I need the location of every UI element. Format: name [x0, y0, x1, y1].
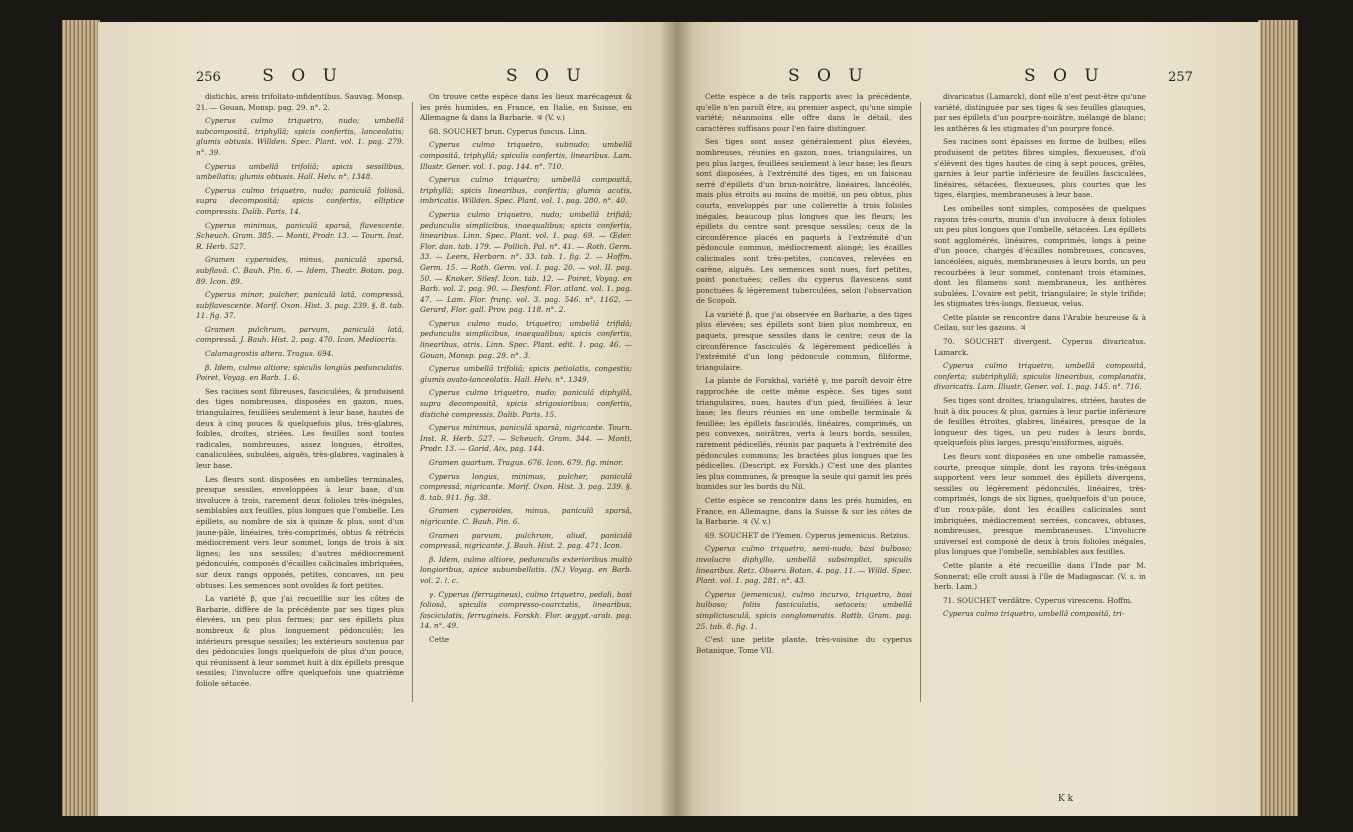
left-column-2: [420, 92, 632, 792]
paragraph: Ses tiges sont droites, triangulaires, striées, hautes de huit à dix pouces & plus, garnies à leur partie inférieure de feuilles étroites, glabres, linéaires, presque de la longueur des tiges, un peu rudes à leurs bords, quelquefois plus larges, presqu'ensiformes, aiguës.: [934, 396, 1146, 448]
paragraph: Cette espèce se rencontre dans les prés humides, en France, en Allemagne, dans la Suisse & sur les côtes de la Barbarie. ♃ (V. v.): [696, 495, 912, 527]
paragraph: Cyperus culmo nudo, triquetro; umbellâ trifidâ; pedunculis simplicibus, inaequalibus; spicis confertis, linearibus, atris. Linn. Spec. Plant. edit. 1. pag. 46. — Gouan, Monsp. pag. 29. n°. 3.: [420, 318, 632, 360]
paragraph: Cyperus umbellâ trifoliâ; spicis sessilibus, umbellatis; glumis obtusis. Hall. Helv. n°. 1348.: [196, 161, 404, 182]
left-header: [196, 66, 343, 88]
right-header: [1024, 66, 1193, 88]
paragraph: Cyperus culmo triquetro, umbellâ compositâ, tri-: [943, 609, 1125, 619]
paragraph: 70. SOUCHET divergent. Cyperus divaricatus. Lamarck.: [934, 337, 1146, 357]
gutter-shadow: [660, 22, 694, 816]
right-page-number: 257: [1168, 70, 1193, 85]
left-column-1: [196, 92, 404, 792]
paragraph: Gramen pulchrum, parvum, paniculâ latâ, compressâ. J. Bauh. Hist. 2. pag. 470. Icon. Mediocris.: [196, 324, 404, 345]
page-edges-right: [1258, 20, 1298, 816]
right-page: [676, 22, 1260, 816]
paragraph: Ses racines sont épaisses en forme de bulbes; elles produisent de petites fibres simples, flexueuses, d'où s'élèvent des tiges hautes de cinq à sept pouces, grêles, garnies à leur partie inférieure de feuilles fasciculées, linéaires, sétacées, flexueuses, plus courtes que les tiges, élargies, membraneuses à leur base.: [934, 137, 1146, 200]
paragraph: Cette plante se rencontre dans l'Arabie heureuse & à Ceilan, sur les gazons. ♃: [934, 312, 1146, 333]
signature-mark: K k: [1058, 794, 1074, 804]
paragraph: β. Idem, culmo altiore, pedunculis exterioribus multò longioribus, apice subumbellatis. (N.) Voyag. en Barb. vol. 2. l. c.: [420, 554, 632, 585]
paragraph: Cyperus minor, pulcher, paniculâ latâ, compressâ, subflavescente. Morif. Oxon. Hist. 3. pag. 239. §. 8. tab. 11. fig. 37.: [196, 290, 404, 321]
left-page: [98, 22, 678, 816]
right-header-word-b: S O U: [1024, 66, 1105, 86]
paragraph: Les ombelles sont simples, composées de quelques rayons très-courts, munis d'un involucre à deux folioles un peu plus longues que l'ombelle, sétacées. Les épillets sont agglomérés, linéaires, comprimés, longs à peine d'un pouce, chargés d'écailles nombreuses, concaves, lancéolées, aiguës, membraneuses à leurs bords, un peu recourbées à leur sommet, contenant trois étamines, dont les filamens sont membraneux, les anthères subulées. L'ovaire est petit, triangulaire; le style trifide; les stigmates très-longs, flexueux, velus.: [934, 203, 1146, 309]
paragraph: Cyperus culmo triquetro; umbellâ compositâ, triphyllâ; spicis linearibus, confertis; glumis acutis, imbricatis. Willden. Spec. Plant. vol. 1. pag. 280. n°. 40.: [420, 175, 632, 206]
page-edges-left: [62, 20, 100, 816]
paragraph: distichis, areis trifoliato-infidentibus. Sauvag. Monsp. 21. — Gouan, Monsp. pag. 29. n°. 2.: [196, 92, 404, 112]
right-header-word-a: S O U: [788, 66, 869, 86]
paragraph: Les fleurs sont disposées en une ombelle ramassée, courte, presque simple, dont les rayons très-inégaux supportent vers leur sommet des épillets divergens, sessiles ou légèrement pédonculés, linéaires, très-comprimés, longs de six lignes, quelquefois d'un pouce, d'un roux-pâle, dont les écailles calicinales sont imbriquées, médiocrement serrées, concaves, obtuses, nombreuses, presque membraneuses. L'involucre universel est composé de deux à trois folioles inégales, plus longues que l'ombelle, semblables aux feuilles.: [934, 452, 1146, 557]
paragraph: Cyperus minimus, paniculâ sparsâ, flavescente. Scheuch. Gram. 385. — Monti, Prodr. 13. — Tourn. Inst. R. Herb. 527.: [196, 220, 404, 251]
paragraph: Cyperus (jemenicus), culmo incurvo, triquetro, basi bulboso; foliis fasciculatis, setaceis; umbellâ simpliciusculâ, spicis conglomeratis. Rottb. Gram. pag. 25. tab. 8. fig. 1.: [696, 589, 912, 631]
paragraph: Cette: [429, 634, 450, 644]
paragraph: Cyperus minimus, paniculâ sparsâ, nigricante. Tourn. Inst. R. Herb. 527. — Scheuch. Gram. 344. — Monti, Prodr. 13. — Garid. Aix, pag. 144.: [420, 423, 632, 454]
paragraph: Gramen parvum, pulchrum, aliud, paniculâ compressâ, nigricante. J. Bauh. Hist. 2. pag. 471. Icon.: [420, 530, 632, 551]
left-header-word-a: S O U: [262, 66, 343, 86]
paragraph: La variété β, que j'ai recueillie sur les côtes de Barbarie, diffère de la précédente par ses tiges plus élevées, un peu plus fermes; par ses épillets plus nombreux & plus longuement pédonculés; les intérieurs presque sessiles; les extérieurs soutenus par des pédoncules longs quelquefois de plus d'un pouce, qui réunissent à leur sommet huit à dix épillets presque sessiles; l'involucre offre quelquefois une quatrième foliole sétacée.: [196, 594, 404, 688]
paragraph: 71. SOUCHET verdâtre. Cyperus virescens. Hoffm.: [943, 595, 1133, 605]
paragraph: Cyperus culmo triquetro, nudo; umbellâ trifidâ; pedunculis simplicibus, inaequalibus; spicis confertis, linearibus. Linn. Spec. Plant. vol. 1. pag. 69. — Œder. Flor. dan. tab. 179. — Pollich. Pal. n°. 41. — Roth. Germ. 33. — Leers, Herborn. n°. 33. tab. 1. fig. 2. — Hoffm. Germ. 15. — Roth. Germ. vol. I. pag. 20. — vol. II. pag. 50. — Knoker. Silesf. Icon. tab. 12. — Poiret, Voyag. en Barb. vol. 2. pag. 90. — Desfont. Flor. atlant. vol. 1. pag. 47. — Lam. Flor. franç. vol. 3. pag. 546. n°. 1162. — Gerard, Flor. gall. Prov. pag. 118. n°. 2.: [420, 209, 632, 315]
paragraph: Gramen cyperoides, minus, paniculâ sparsâ, subflavâ. C. Bauh. Pin. 6. — Idem, Theatr. Botan. pag. 89. Icon. 89.: [196, 255, 404, 286]
column-divider-right: [920, 102, 921, 702]
paragraph: Cyperus culmo triquetro, nudo; paniculâ diphyllâ, supra decompositâ, spicis strigosioribus; confertis, distichè compressis. Dalib. Paris. 15.: [420, 388, 632, 419]
paragraph: On trouve cette espèce dans les lieux marécageux & les prés humides, en France, en Italie, en Suisse, en Allemagne & dans la Barbarie. ♃ (V. v.): [420, 92, 632, 123]
paragraph: Cette espèce a de tels rapports avec la précédente, qu'elle n'en paroît être, au premier aspect, qu'une simple variété; néanmoins elle offre dans le détail, des caractères suffisans pour l'en faire distinguer.: [696, 92, 912, 133]
paragraph: Cyperus culmo triquetro, semi-nudo, basi bulboso; involucro diphyllo, umbellâ subsimplici, spiculis linearibus. Retz. Observ. Botan. 4. pag. 11. — Willd. Spec. Plant. vol. 1. pag. 281. n°. 43.: [696, 544, 912, 586]
paragraph: 68. SOUCHET brun. Cyperus fuscus. Linn.: [429, 126, 587, 136]
paragraph: Les fleurs sont disposées en ombelles terminales, presque sessiles, enveloppées à leur base, d'un involucre à trois, rarement deux folioles très-inégales, semblables aux feuilles, plus longues que l'ombelle. Les épillets, au nombre de six à quinze & plus, sont d'un jaune-pâle, linéaires, très-comprimés, obtus & rétrécis médiocrement vers leur sommet, longs de trois à six lignes; les uns sessiles; d'autres médiocrement pédonculés, composés d'écailles calicinales imbriquées, sur deux rangs opposés, petites, concaves, un peu obtuses. Les semences sont ovoïdes & fort petites.: [196, 474, 404, 590]
paragraph: divaricatus (Lamarck), dont elle n'est peut-être qu'une variété, distinguée par ses tiges & ses feuilles glauques, par ses épillets d'un pourpre-noirâtre, mélangé de blanc; les anthères & les stigmates d'un pourpre foncé.: [934, 92, 1146, 133]
paragraph: Cyperus umbellâ trifoliâ; spicis petiolatis, congestis; glumis ovato-lanceolatis. Hall. Helv. n°. 1349.: [420, 364, 632, 384]
paragraph: 69. SOUCHET de l'Yemen. Cyperus jemenicus. Retzius.: [705, 530, 910, 540]
left-page-number: 256: [196, 70, 221, 85]
paragraph: β. Idem, culmo altiore; spiculis longiùs pedunculatis. Poiret, Voyag. en Barb. 1. 6.: [196, 362, 404, 383]
paragraph: Cette plante a été recueillie dans l'Inde par M. Sonnerat; elle croît aussi à l'île de Madagascar. (V. s. in herb. Lam.): [934, 560, 1146, 592]
left-header-word-b: S O U: [506, 66, 587, 86]
paragraph: Ses racines sont fibreuses, fasciculées, & produisent des tiges nombreuses, disposées en gazon, nues, triangulaires, feuillées seulement à leur base, hautes de deux à cinq pouces & quelquefois plus, très-glabres, foibles, droites, striées. Les feuilles sont toutes radicales, nombreuses, assez longues, étroites, canaliculées, subulées, aiguës, très-glabres, vaginales à leur base.: [196, 386, 404, 470]
right-column-1: [696, 92, 912, 792]
paragraph: Cyperus culmo triquetro, nudo; umbellâ subcompositâ, triphyllâ; spicis confertis, lanceolatis; glumis obtusis. Willden. Spec. Plant. vol. 1. pag. 279. n°. 39.: [196, 116, 404, 157]
paragraph: Calamagrostis altera. Tragus. 694.: [205, 349, 334, 359]
paragraph: γ. Cyperus (ferrugineus), culmo triquetro, pedali, basi foliosâ, spiculis compresso-coarctatis, linearibus, fasciculatis, ferrugineis. Forskh. Flor. ægypt.-arab. pag. 14. n°. 49.: [420, 589, 632, 631]
column-divider: [412, 102, 413, 702]
paragraph: Gramen quartum. Tragus. 676. Icon. 679. fig. minor.: [429, 458, 624, 467]
paragraph: Cyperus culmo triquetro, subnudo; umbellâ compositâ, triphyllâ; spiculis confertis, linearibus. Lam. Illustr. Gener. vol. 1. pag. 144. n°. 710.: [420, 140, 632, 171]
paragraph: Cyperus culmo triquetro, nudo; paniculâ foliosâ, supra decompositâ; spicis confertis, elliptice compressis. Dalib. Paris. 14.: [196, 185, 404, 216]
right-column-2: [934, 92, 1146, 792]
paragraph: Ses tiges sont assez généralement plus élevées, nombreuses, réunies en gazon, nues, triangulaires, un peu plus larges, feuillées seulement à leur base; les fleurs sont disposées, à l'extrémité des tiges, en un faisceau serré d'épillets d'un brun-noirâtre, linéaires, lancéolés, mais plus étroits au moins de moitié, un peu obtus, plus courts, enveloppés par une collerette à trois folioles inégales, beaucoup plus longues que les fleurs; les épillets du centre sont presque sessiles; ceux de la circonférence placés en paquets à l'extrémité d'un pédoncule commun, médiocrement alongé; les écailles calicinales sont très-petites, concaves, relevées en carène, aiguës. Les semences sont nues, fort petites, point ponctuées; celles du cyperus flavescens sont ponctuées & légèrement tuberculées, selon l'observation de Scopoli.: [696, 137, 912, 306]
paragraph: C'est une petite plante, très-voisine du cyperus Botanique. Tome VII.: [696, 635, 912, 655]
paragraph: Cyperus longus, minimus, pulcher, paniculâ compressâ, nigricante. Morif. Oxon. Hist. 3. pag. 239. §. 8. tab. 911. fig. 38.: [420, 471, 632, 502]
paragraph: Gramen cyperoides, minus, paniculâ sparsâ, nigricante. C. Bauh. Pin. 6.: [420, 506, 632, 526]
paragraph: La variété β, que j'ai observée en Barbarie, a des tiges plus élevées; ses épillets sont bien plus nombreux, en paquets, presque sessiles dans le centre; ceux de la circonférence fasciculés & légèrement pédicellés à l'extrémité d'un long pédoncule commun, filiforme, triangulaire.: [696, 309, 912, 372]
paragraph: Cyperus culmo triquetro, umbellâ compositâ, conferta; subtriphyllâ; spiculis linearibus, complanatis, divaricatis. Lam. Illustr. Gener. vol. 1. pag. 145. n°. 716.: [934, 361, 1146, 392]
paragraph: La plante de Forskhal, variété γ, me paroît devoir être rapprochée de cette même espèce. Ses tiges sont triangulaires, nues, hautes d'un pied, feuillées à leur base; les fleurs réunies en une ombelle terminale & feuillée; les épillets fasciculés, linéaires, comprimés, un peu convexes, noirâtres, verts à leurs bords, sessiles, rarement pédicellés, réunis par paquets à l'extrémité des pédoncules communs; les bractées plus longues que les pédicelles. (Descript. ex Forskh.) C'est une des plantes les plus communes, & presque la seule qui garnit les prés humides sur les bords du Nil.: [696, 376, 912, 492]
